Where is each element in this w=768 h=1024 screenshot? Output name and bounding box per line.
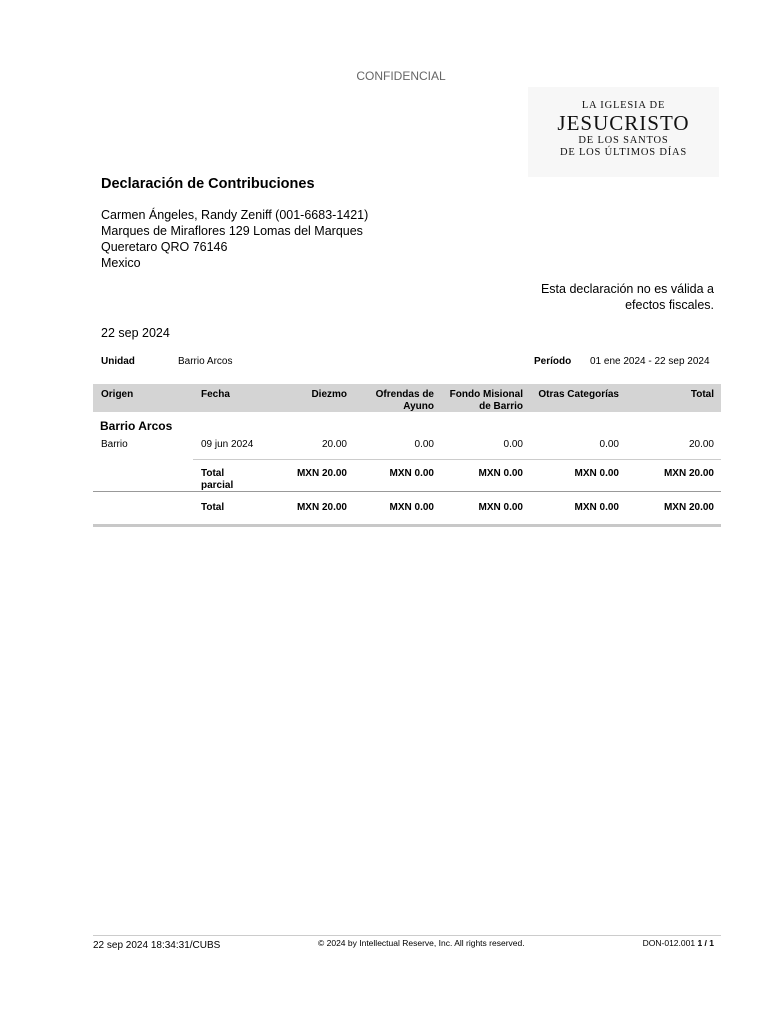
- footer-divider: [93, 935, 721, 936]
- header-tithing: Diezmo: [311, 389, 347, 400]
- document-title: Declaración de Contribuciones: [101, 176, 315, 192]
- subtotal-tithing: MXN 20.00: [296, 468, 347, 479]
- header-date: Fecha: [201, 389, 230, 400]
- unit-value: Barrio Arcos: [178, 356, 233, 367]
- header-fast-offerings: [376, 389, 434, 413]
- subtotal-label-line1: Total: [201, 468, 225, 479]
- header-total: Total: [690, 389, 714, 400]
- footer-form-code: DON-012.001: [642, 938, 696, 948]
- logo-line-2: JESUCRISTO: [557, 111, 690, 135]
- statement-date: 22 sep 2024: [101, 326, 170, 340]
- footer-page-info: [643, 938, 714, 948]
- address-line: Marques de Miraflores 129 Lomas del Marques: [101, 224, 363, 238]
- logo-line-1: LA IGLESIA DE: [581, 100, 666, 111]
- confidential-label: CONFIDENCIAL: [356, 69, 446, 83]
- cell-other-categories: 0.00: [599, 439, 619, 450]
- header-ward-missionary-fund-line1: Fondo Misional: [449, 389, 523, 400]
- subtotal-fast-offerings: MXN 0.00: [389, 468, 434, 479]
- footer-timestamp: 22 sep 2024 18:34:31/CUBS: [93, 940, 221, 951]
- disclaimer-line: Esta declaración no es válida a: [540, 282, 714, 296]
- subtotal-label: [201, 468, 233, 492]
- logo-line-4: DE LOS ÚLTIMOS DÍAS: [559, 147, 688, 158]
- header-fast-offerings-line1: Ofrendas de: [375, 389, 434, 400]
- grand-total-other-categories: MXN 0.00: [574, 502, 619, 513]
- subtotal-divider: [93, 491, 721, 492]
- address-line: Queretaro QRO 76146: [101, 240, 228, 254]
- row-divider: [193, 459, 721, 460]
- header-ward-missionary-fund-line2: de Barrio: [479, 401, 523, 412]
- grand-total-fast-offerings: MXN 0.00: [389, 502, 434, 513]
- subtotal-other-categories: MXN 0.00: [574, 468, 619, 479]
- footer-copyright: © 2024 by Intellectual Reserve, Inc. All rights reserved.: [318, 938, 525, 948]
- cell-tithing: 20.00: [321, 439, 347, 450]
- period-value: 01 ene 2024 - 22 sep 2024: [590, 356, 710, 367]
- header-fast-offerings-line2: Ayuno: [403, 401, 434, 412]
- group-heading: Barrio Arcos: [100, 419, 173, 433]
- grand-total-label: Total: [201, 502, 225, 513]
- church-logo: [528, 87, 719, 177]
- address-line: Mexico: [101, 256, 141, 270]
- grand-total-ward-missionary-fund: MXN 0.00: [478, 502, 523, 513]
- cell-origin: Barrio: [101, 439, 128, 450]
- table-header: [93, 384, 721, 412]
- logo-line-3: DE LOS SANTOS: [578, 135, 669, 146]
- cell-ward-missionary-fund: 0.00: [503, 439, 523, 450]
- recipient-address: [101, 207, 368, 271]
- address-line: Carmen Ángeles, Randy Zeniff (001-6683-1421): [101, 208, 369, 222]
- unit-label: Unidad: [101, 356, 135, 367]
- subtotal-total: MXN 20.00: [663, 468, 714, 479]
- cell-fast-offerings: 0.00: [414, 439, 434, 450]
- table-bottom-rule: [93, 524, 721, 527]
- footer-page-number: 1 / 1: [697, 938, 714, 948]
- period-label: Período: [534, 356, 572, 367]
- tax-disclaimer: [474, 281, 714, 313]
- cell-date: 09 jun 2024: [201, 439, 254, 450]
- disclaimer-line: efectos fiscales.: [625, 298, 714, 312]
- grand-total-tithing: MXN 20.00: [296, 502, 347, 513]
- header-other-categories: Otras Categorías: [538, 389, 619, 400]
- cell-total: 20.00: [688, 439, 714, 450]
- header-origin: Origen: [101, 389, 134, 400]
- grand-total-total: MXN 20.00: [663, 502, 714, 513]
- header-ward-missionary-fund: [450, 389, 523, 413]
- subtotal-label-line2: parcial: [201, 480, 234, 491]
- subtotal-ward-missionary-fund: MXN 0.00: [478, 468, 523, 479]
